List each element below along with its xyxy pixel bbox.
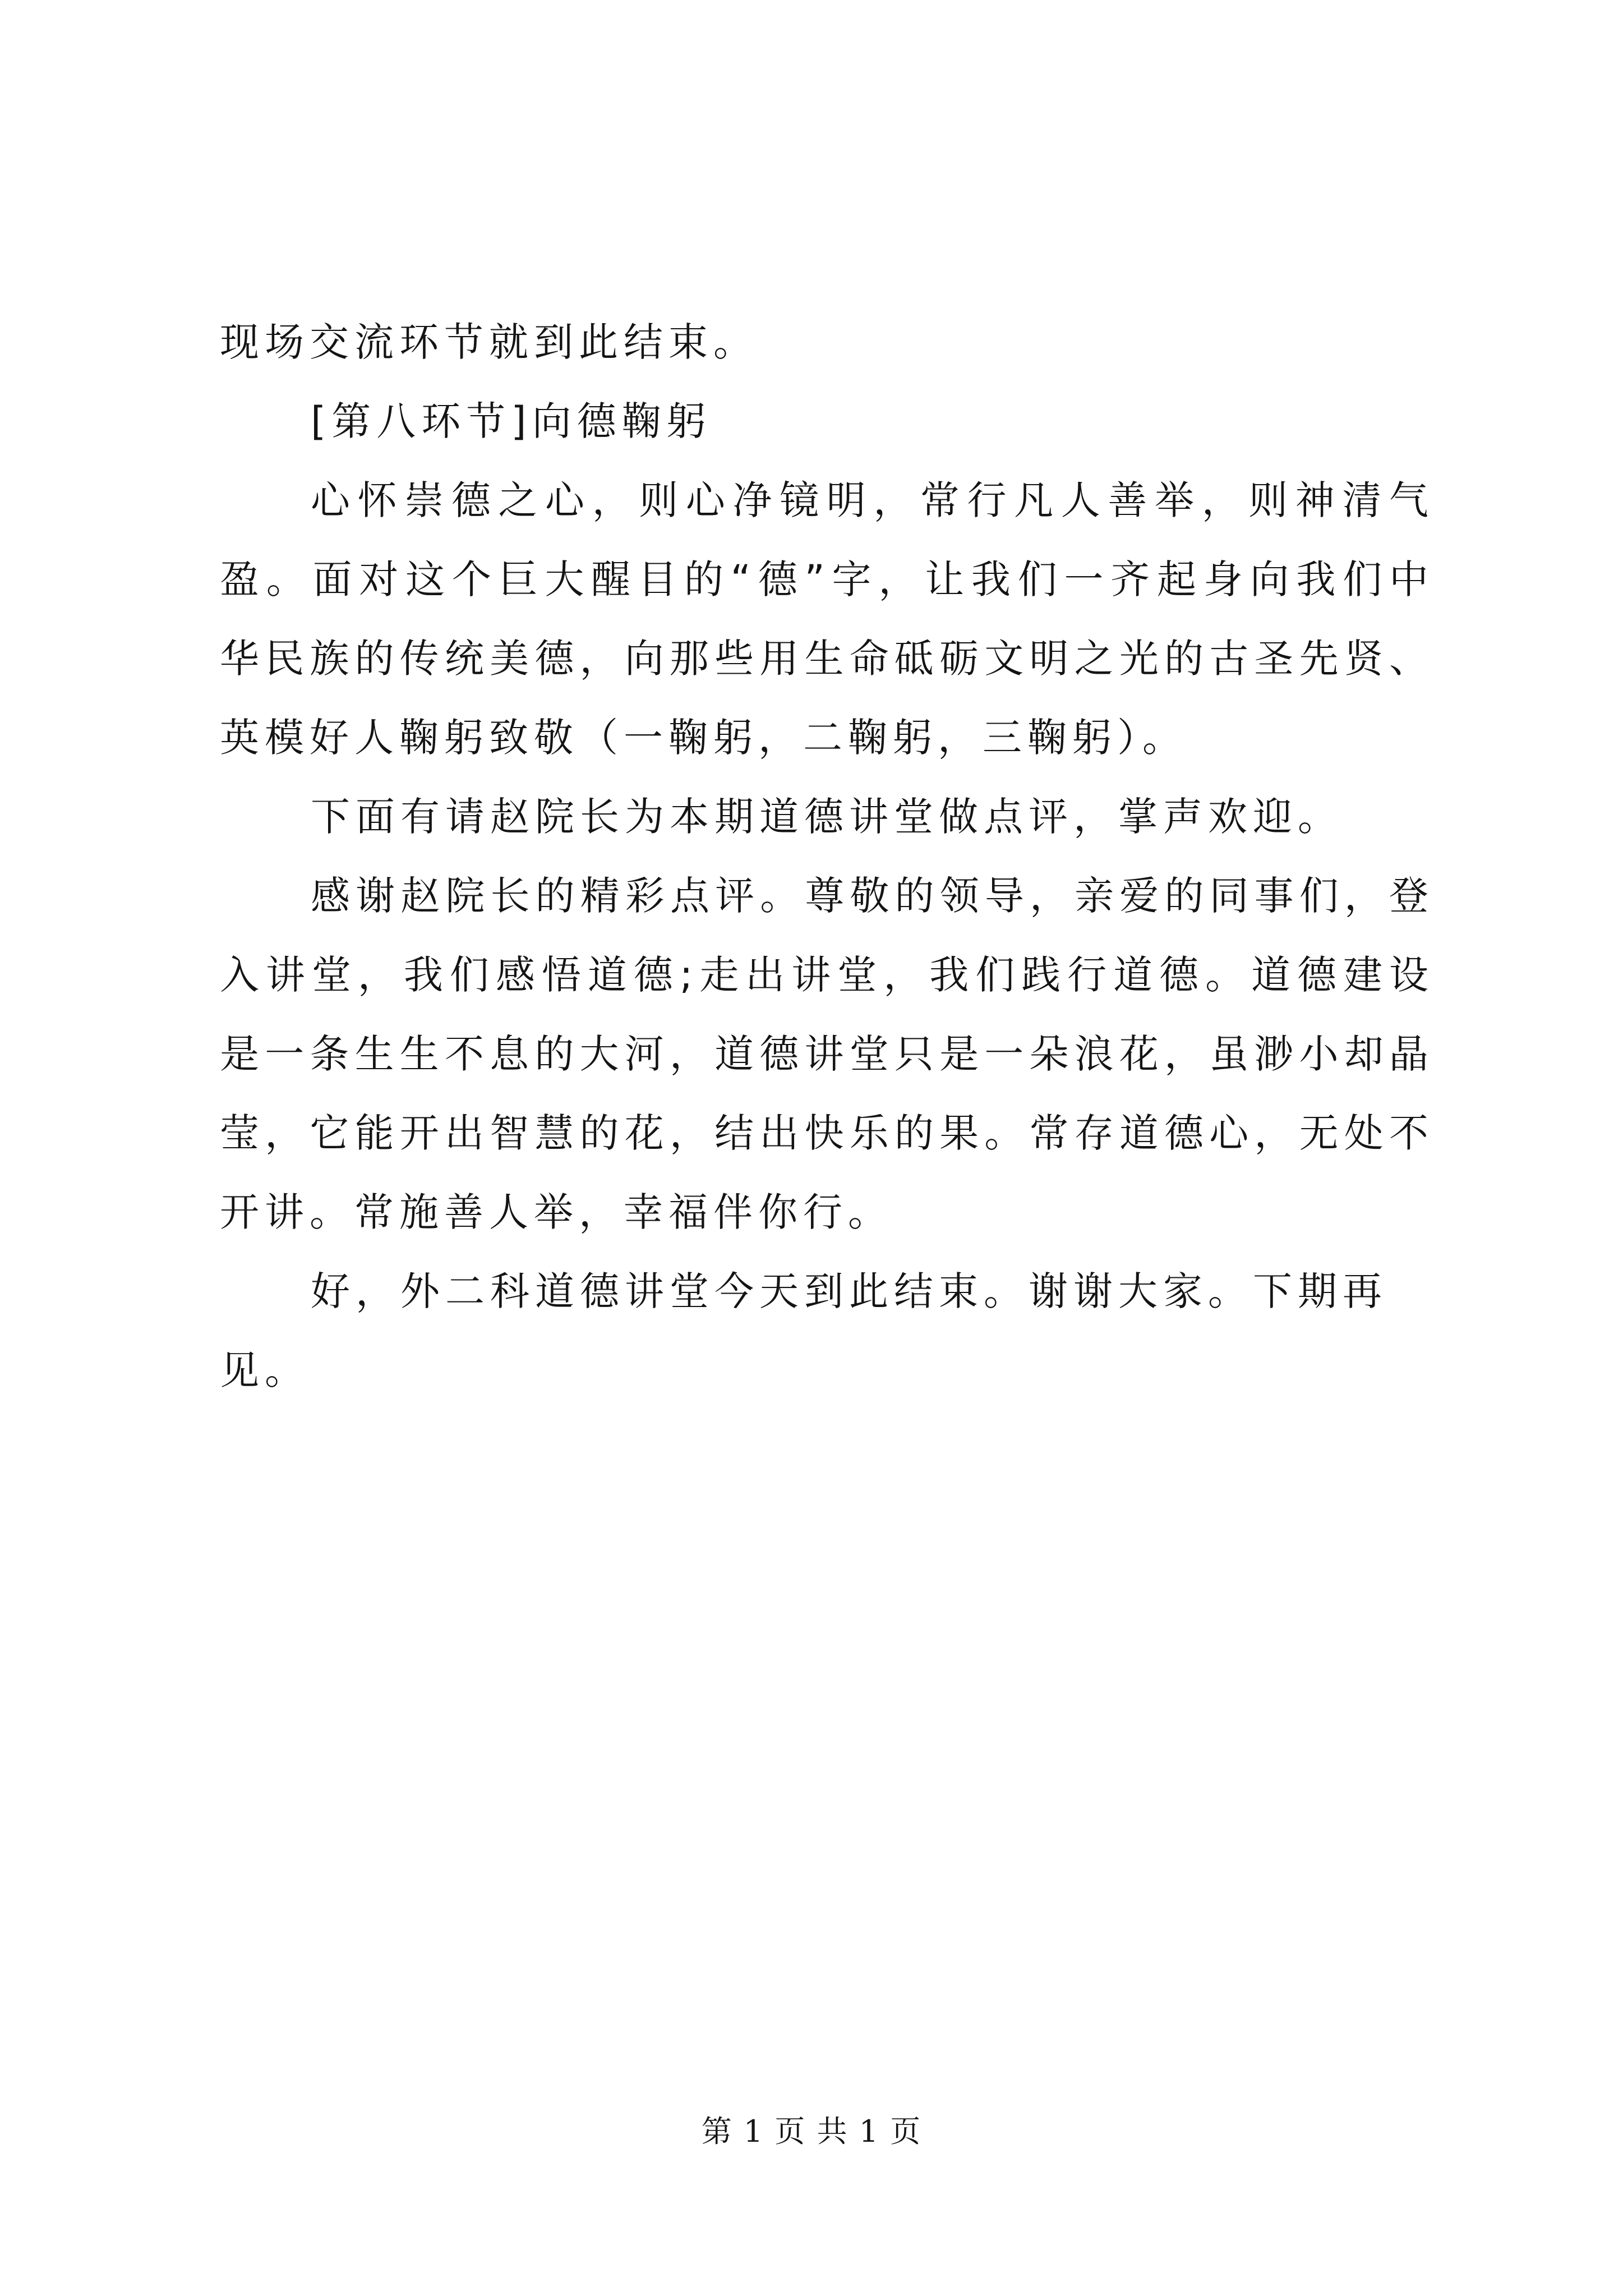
paragraph-bow-ceremony: 心怀崇德之心，则心净镜明，常行凡人善举，则神清气盈。面对这个巨大醒目的“德”字，让我们一齐起身向我们中华民族的传统美德，向那些用生命砥砺文明之光的古圣先贤、英模好人鞠躬致敬（一鞠躬，二鞠躬，三鞠躬）。: [220, 477, 1434, 761]
paragraph-closing-remarks: 好，外二科道德讲堂今天到此结束。谢谢大家。下期再见。: [220, 1268, 1387, 1393]
paragraph-invite-comment: 下面有请赵院长为本期道德讲堂做点评，掌声欢迎。: [311, 794, 1343, 840]
paragraph-closing-exchange: 现场交流环节就到此结束。: [220, 319, 758, 365]
paragraph-thanks-summary: 感谢赵院长的精彩点评。尊敬的领导，亲爱的同事们，登入讲堂，我们感悟道德;走出讲堂，我们践行道德。道德建设是一条生生不息的大河，道德讲堂只是一朵浪花，虽渺小却晶莹，它能开出智慧的花，结出快乐的果。常存道德心，无处不开讲。常施善人举，幸福伴你行。: [220, 873, 1434, 1235]
section-heading-bow-to-virtue: [第八环节]向德鞠躬: [311, 398, 712, 444]
document-body: [220, 303, 1434, 1410]
page-number-footer: 第 1 页 共 1 页: [701, 2114, 922, 2149]
